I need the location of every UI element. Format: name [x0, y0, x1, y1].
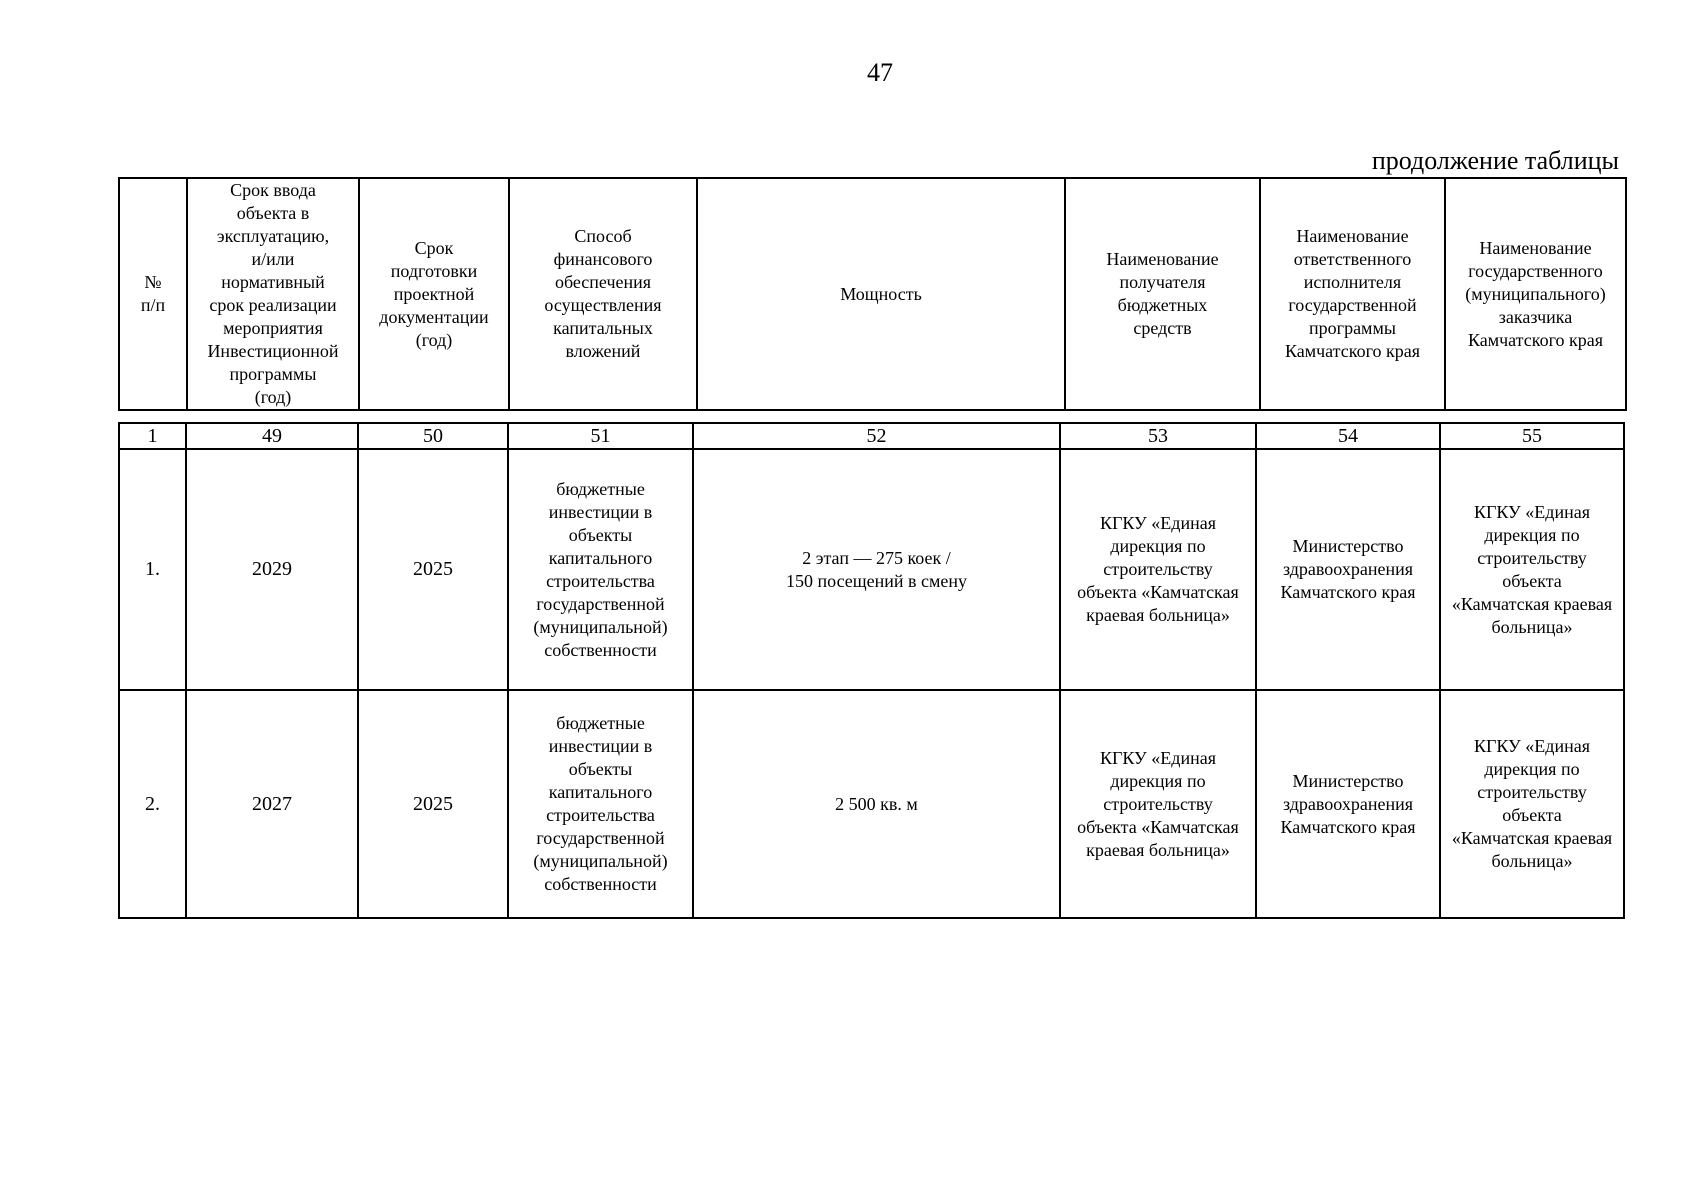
- table-body: [118, 422, 1625, 919]
- column-number-cell: 51: [508, 423, 693, 449]
- customer-cell: КГКУ «Единая дирекция по строительству объекта «Камчатская краевая больница»: [1440, 449, 1624, 690]
- row-number-cell: 1.: [119, 449, 186, 690]
- column-number-cell: 49: [186, 423, 358, 449]
- continuation-label: продолжение таблицы: [1371, 146, 1619, 175]
- recipient-cell: КГКУ «Единая дирекция по строительству объекта «Камчатская краевая больница»: [1060, 690, 1256, 918]
- column-number-cell: 53: [1060, 423, 1256, 449]
- header-cell-design-year: Срок подготовки проектной документации (год): [359, 178, 509, 410]
- header-cell-number: № п/п: [119, 178, 187, 410]
- header-cell-executor: Наименование ответственного исполнителя государственной программы Камчатского края: [1260, 178, 1445, 410]
- row-number-cell: 2.: [119, 690, 186, 918]
- capacity-cell: 2 этап — 275 коек / 150 посещений в смену: [693, 449, 1060, 690]
- column-number-cell: 50: [358, 423, 508, 449]
- header-cell-financing: Способ финансового обеспечения осуществления капитальных вложений: [509, 178, 697, 410]
- design-year-cell: 2025: [358, 690, 508, 918]
- table-header: [118, 177, 1627, 411]
- header-cell-customer: Наименование государственного (муниципального) заказчика Камчатского края: [1445, 178, 1626, 410]
- customer-cell: КГКУ «Единая дирекция по строительству объекта «Камчатская краевая больница»: [1440, 690, 1624, 918]
- table-row: [119, 690, 1624, 918]
- column-number-cell: 52: [693, 423, 1060, 449]
- commission-year-cell: 2027: [186, 690, 358, 918]
- commission-year-cell: 2029: [186, 449, 358, 690]
- column-number-cell: 55: [1440, 423, 1624, 449]
- executor-cell: Министерство здравоохранения Камчатского края: [1256, 690, 1440, 918]
- page-number: 47: [867, 58, 893, 87]
- recipient-cell: КГКУ «Единая дирекция по строительству объекта «Камчатская краевая больница»: [1060, 449, 1256, 690]
- design-year-cell: 2025: [358, 449, 508, 690]
- header-cell-capacity: Мощность: [697, 178, 1065, 410]
- capacity-cell: 2 500 кв. м: [693, 690, 1060, 918]
- financing-cell: бюджетные инвестиции в объекты капитального строительства государственной (муниципальной) собственности: [508, 449, 693, 690]
- header-cell-commission-year: Срок ввода объекта в эксплуатацию, и/или нормативный срок реализации мероприятия Инвестиционной программы (год): [187, 178, 359, 410]
- header-cell-recipient: Наименование получателя бюджетных средств: [1065, 178, 1260, 410]
- table-row: [119, 449, 1624, 690]
- column-number-cell: 1: [119, 423, 186, 449]
- column-number-row: [119, 423, 1624, 449]
- column-number-cell: 54: [1256, 423, 1440, 449]
- financing-cell: бюджетные инвестиции в объекты капитального строительства государственной (муниципальной) собственности: [508, 690, 693, 918]
- executor-cell: Министерство здравоохранения Камчатского края: [1256, 449, 1440, 690]
